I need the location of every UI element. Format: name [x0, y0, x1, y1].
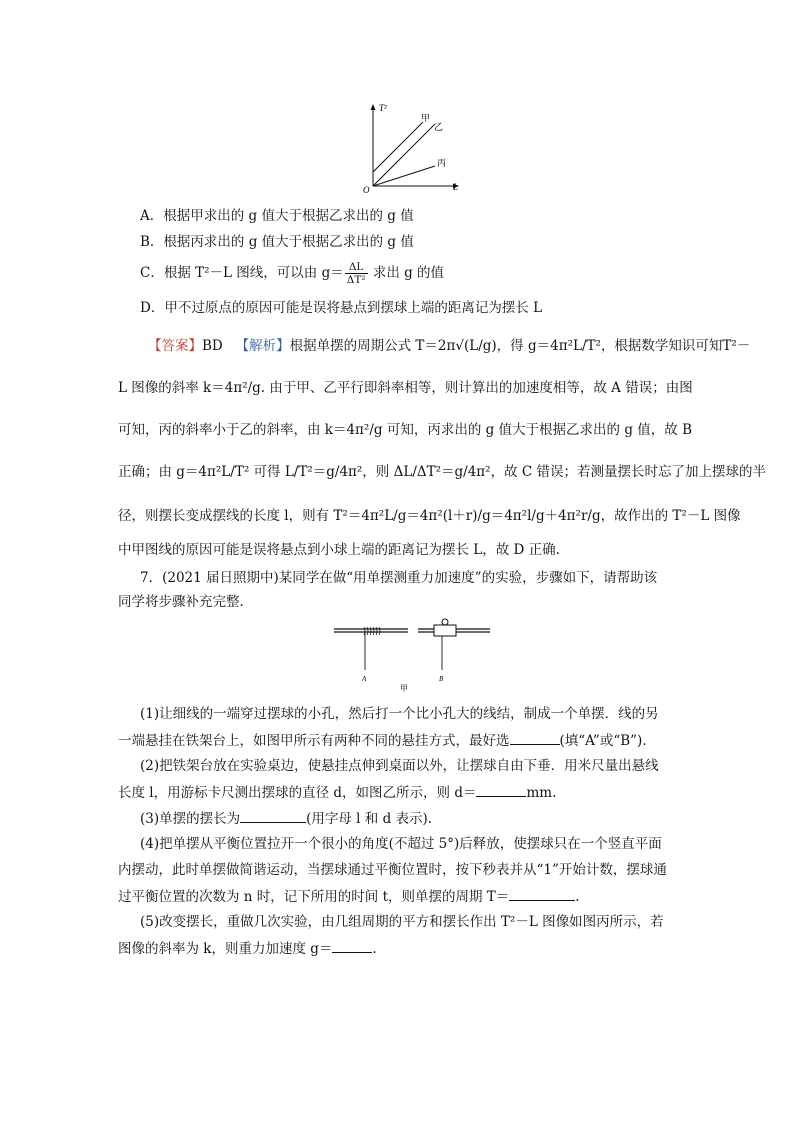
analysis-text-6: 中甲图线的原因可能是误将悬点到小球上端的距离记为摆长 L，故 D 正确.: [118, 542, 560, 558]
analysis-text-5: 径，则摆长变成摆线的长度 l，则有 T²＝4π²L/g＝4π²(l＋r)/g＝4π²l/g＋4π²r/g，故作出的 T²－L 图像: [118, 508, 741, 524]
option-c: C．根据 T²－L 图线，可以由 g＝ $\frac{\Delta L}{\text{ΔT²}}$ 求出 g 的值: [140, 261, 445, 286]
graph-line-jia: [373, 122, 423, 172]
step-4-line-1: (4)把单摆从平衡位置拉开一个很小的角度(不超过 5°)后释放，使摆球只在一个竖直平面: [140, 836, 662, 852]
origin-label: O: [363, 185, 370, 195]
clamp-b: [434, 625, 456, 636]
answer-tag: 【答案】: [148, 338, 202, 354]
y-axis-label: T²: [379, 103, 387, 113]
question-source: (2021 届日照期中): [162, 570, 279, 586]
x-axis-label: L: [453, 182, 459, 192]
fig-label-b: B: [439, 675, 444, 683]
step-1-line-1: (1)让细线的一端穿过摆球的小孔，然后打一个比小孔大的线结，制成一个单摆．线的另: [140, 706, 659, 722]
question-7-stem-2: 同学将步骤补充完整.: [118, 594, 244, 610]
question-7-stem: 7．(2021 届日照期中)某同学在做“用单摆测重力加速度”的实验，步骤如下，请帮助该: [140, 570, 658, 586]
t2-l-graph: [355, 100, 465, 195]
line-label-jia: 甲: [421, 113, 431, 123]
analysis-text-4: 正确；由 g＝4π²L/T² 可得 L/T²＝g/4π²，则 ΔL/ΔT²＝g/4π²，故 C 错误；若测量摆长时忘了加上摆球的半: [118, 464, 767, 480]
coil-a: [364, 627, 380, 635]
option-d: D．甲不过原点的原因可能是误将悬点到摆球上端的距离记为摆长 L: [140, 300, 543, 316]
analysis-text-2: L 图像的斜率 k＝4π²/g. 由于甲、乙平行即斜率相等，则计算出的加速度相等，故 A 错误；由图: [118, 380, 693, 396]
step-5-line-1: (5)改变摆长，重做几次实验，由几组周期的平方和摆长作出 T²－L 图像如图丙所示，若: [140, 914, 664, 930]
graph-line-yi: [373, 124, 435, 186]
analysis-tag: 【解析】: [235, 338, 290, 354]
y-axis-arrow: [371, 104, 376, 110]
option-a: A．根据甲求出的 g 值大于根据乙求出的 g 值: [140, 208, 414, 224]
step-2-line-1: (2)把铁架台放在实验桌边，使悬挂点伸到桌面以外，让摆球自由下垂．用米尺量出悬线: [140, 758, 659, 774]
analysis-text-1: 根据单摆的周期公式 T＝2π√(L/g)，得 g＝4π²L/T²，根据数学知识可知T²－: [289, 338, 751, 354]
question-number: 7．: [140, 570, 163, 586]
answer-blank-3[interactable]: [240, 808, 306, 823]
answer-blank-4[interactable]: [509, 886, 575, 901]
answer-blank-2[interactable]: [476, 782, 526, 797]
line-label-bing: 丙: [437, 158, 447, 168]
option-c-fraction: $\frac{\Delta L}{\text{ΔT²}}$: [346, 261, 366, 286]
suspension-figure: [328, 615, 494, 695]
clamp-screw: [442, 619, 448, 625]
line-label-yi: 乙: [434, 122, 444, 132]
step-3: (3)单摆的摆长为 (用字母 l 和 d 表示).: [140, 808, 700, 829]
step-4-line-2: 内摆动，此时单摆做简谐运动，当摆球通过平衡位置时，按下秒表并从“1”开始计数，摆球通: [118, 862, 667, 878]
answer-blank-1[interactable]: [510, 730, 560, 745]
answer-blank-5[interactable]: [332, 938, 372, 953]
answer-value: BD: [202, 338, 223, 354]
step-2-line-2: 长度 l，用游标卡尺测出摆球的直径 d，如图乙所示，则 d＝ mm.: [118, 782, 678, 803]
analysis-text-3: 可知，丙的斜率小于乙的斜率，由 k＝4π²/g 可知，丙求出的 g 值大于根据乙求出的 g 值，故 B: [118, 422, 692, 438]
fig-label-a: A: [362, 675, 367, 683]
fig-caption: 甲: [400, 684, 408, 693]
option-b: B．根据丙求出的 g 值大于根据乙求出的 g 值: [140, 234, 414, 250]
answer-line-1: [148, 336, 751, 356]
step-5-line-2: 图像的斜率为 k，则重力加速度 g＝ .: [118, 938, 678, 959]
step-1-line-2: 一端悬挂在铁架台上，如图甲所示有两种不同的悬挂方式，最好选 (填“A”或“B”).: [118, 730, 678, 751]
step-4-line-3: 过平衡位置的次数为 n 时，记下所用的时间 t，则单摆的周期 T＝ .: [118, 886, 678, 907]
